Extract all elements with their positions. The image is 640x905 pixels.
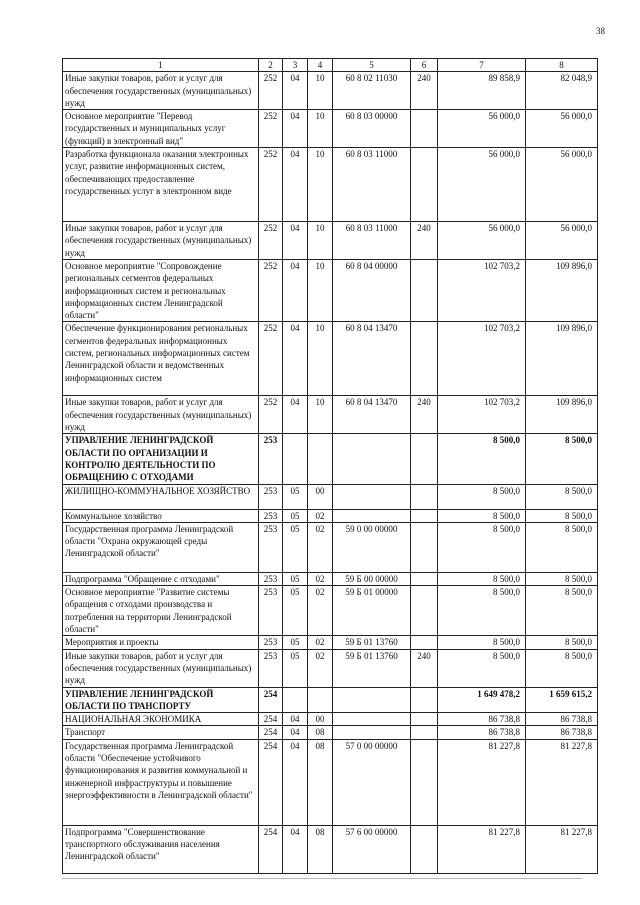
table-cell	[411, 586, 438, 636]
table-cell: 04	[283, 259, 308, 321]
table-cell: 60 8 04 00000	[333, 259, 411, 321]
table-cell: 252	[259, 396, 283, 434]
table-cell: 8 500,0	[526, 522, 598, 572]
table-cell: 81 227,8	[526, 739, 598, 825]
row-label-cell: УПРАВЛЕНИЕ ЛЕНИНГРАДСКОЙ ОБЛАСТИ ПО ТРАНСПОРТУ	[63, 687, 259, 713]
table-cell: 04	[283, 825, 308, 873]
row-label-cell: Коммунальное хозяйство	[63, 509, 259, 522]
table-cell: 8 500,0	[526, 649, 598, 687]
row-label-cell: Государственная программа Ленинградской области "Охрана окружающей среды Ленинградской области"	[63, 522, 259, 572]
table-cell: 05	[283, 649, 308, 687]
table-cell: 05	[283, 522, 308, 572]
table-cell: 109 896,0	[526, 396, 598, 434]
table-cell: 56 000,0	[438, 222, 526, 260]
table-cell	[283, 687, 308, 713]
table-cell: 08	[308, 726, 333, 739]
column-header: 3	[283, 59, 308, 72]
row-label-cell: НАЦИОНАЛЬНАЯ ЭКОНОМИКА	[63, 713, 259, 726]
table-row	[63, 322, 598, 396]
table-cell: 56 000,0	[526, 148, 598, 222]
table-cell: 10	[308, 148, 333, 222]
table-cell: 81 227,8	[438, 739, 526, 825]
table-cell: 04	[283, 72, 308, 110]
table-cell: 8 500,0	[526, 586, 598, 636]
table-cell: 04	[283, 726, 308, 739]
table-row	[63, 72, 598, 110]
table-cell: 02	[308, 636, 333, 649]
table-cell	[333, 687, 411, 713]
table-cell: 86 738,8	[438, 726, 526, 739]
table-cell: 109 896,0	[526, 259, 598, 321]
table-cell: 59 Б 01 13760	[333, 636, 411, 649]
table-cell: 8 500,0	[438, 522, 526, 572]
table-cell: 8 500,0	[438, 586, 526, 636]
table-cell: 10	[308, 396, 333, 434]
table-row	[63, 509, 598, 522]
table-cell: 59 Б 01 13760	[333, 649, 411, 687]
row-label-cell: Иные закупки товаров, работ и услуг для обеспечения государственных (муниципальных) нужд	[63, 396, 259, 434]
table-row	[63, 484, 598, 509]
table-row	[63, 713, 598, 726]
table-cell: 254	[259, 713, 283, 726]
table-cell: 10	[308, 72, 333, 110]
table-cell: 60 8 04 13470	[333, 396, 411, 434]
table-cell: 05	[283, 572, 308, 585]
table-row	[63, 259, 598, 321]
table-row	[63, 572, 598, 585]
table-cell: 253	[259, 586, 283, 636]
table-cell: 02	[308, 586, 333, 636]
row-label-cell: Основное мероприятие "Перевод государственных и муниципальных услуг (функций) в электронный вид"	[63, 110, 259, 148]
table-cell: 252	[259, 148, 283, 222]
table-cell	[411, 522, 438, 572]
table-cell: 253	[259, 636, 283, 649]
row-label-cell: Иные закупки товаров, работ и услуг для обеспечения государственных (муниципальных) нужд	[63, 222, 259, 260]
table-cell: 254	[259, 739, 283, 825]
table-cell: 240	[411, 396, 438, 434]
page-bottom-rule	[62, 878, 582, 879]
row-label-cell: Основное мероприятие "Развитие системы обращения с отходами производства и потребления на территории Ленинградской области"	[63, 586, 259, 636]
table-cell: 86 738,8	[526, 726, 598, 739]
table-cell: 253	[259, 509, 283, 522]
table-row	[63, 222, 598, 260]
table-cell: 8 500,0	[438, 636, 526, 649]
table-cell: 60 8 03 11000	[333, 148, 411, 222]
row-label-cell: Транспорт	[63, 726, 259, 739]
table-cell: 04	[283, 222, 308, 260]
column-header: 7	[438, 59, 526, 72]
table-cell: 8 500,0	[526, 636, 598, 649]
table-cell: 86 738,8	[438, 713, 526, 726]
table-cell: 60 8 02 11030	[333, 72, 411, 110]
row-label-cell: Иные закупки товаров, работ и услуг для обеспечения государственных (муниципальных) нужд	[63, 72, 259, 110]
table-cell: 04	[283, 110, 308, 148]
table-cell	[411, 636, 438, 649]
row-label-cell: Подпрограмма "Обращение с отходами"	[63, 572, 259, 585]
table-cell: 8 500,0	[526, 484, 598, 509]
table-cell	[411, 484, 438, 509]
table-cell: 56 000,0	[526, 222, 598, 260]
table-row	[63, 522, 598, 572]
row-label-cell: Обеспечение функционирования региональных сегментов федеральных информационных систем, региональных информационных систем Ленинградской области и ведомственных информационных систем	[63, 322, 259, 396]
table-cell: 00	[308, 713, 333, 726]
table-cell	[411, 110, 438, 148]
table-row	[63, 636, 598, 649]
table-cell: 59 Б 01 00000	[333, 586, 411, 636]
table-cell: 10	[308, 110, 333, 148]
table-cell	[333, 713, 411, 726]
table-cell	[308, 434, 333, 484]
table-cell: 05	[283, 509, 308, 522]
table-cell	[333, 434, 411, 484]
row-label-cell: Основное мероприятие "Сопровождение региональных сегментов федеральных информационных систем и региональных информационных систем Ленинградской области"	[63, 259, 259, 321]
table-cell: 8 500,0	[526, 509, 598, 522]
table-cell: 05	[283, 586, 308, 636]
column-header: 6	[411, 59, 438, 72]
table-cell	[333, 484, 411, 509]
table-cell: 253	[259, 522, 283, 572]
table-cell: 8 500,0	[526, 572, 598, 585]
table-cell: 81 227,8	[526, 825, 598, 873]
table-cell: 04	[283, 396, 308, 434]
table-cell: 08	[308, 739, 333, 825]
table-cell	[283, 434, 308, 484]
table-cell: 10	[308, 259, 333, 321]
table-cell: 10	[308, 322, 333, 396]
table-cell: 102 703,2	[438, 396, 526, 434]
table-row	[63, 687, 598, 713]
row-label-cell: Мероприятия и проекты	[63, 636, 259, 649]
table-cell: 02	[308, 509, 333, 522]
table-cell: 1 659 615,2	[526, 687, 598, 713]
table-cell: 04	[283, 713, 308, 726]
table-row	[63, 586, 598, 636]
table-cell: 254	[259, 825, 283, 873]
table-cell: 02	[308, 522, 333, 572]
table-cell: 252	[259, 72, 283, 110]
table-cell: 82 048,9	[526, 72, 598, 110]
table-cell: 252	[259, 322, 283, 396]
column-header: 8	[526, 59, 598, 72]
table-cell	[333, 726, 411, 739]
table-cell: 57 6 00 00000	[333, 825, 411, 873]
table-cell: 253	[259, 484, 283, 509]
table-cell: 8 500,0	[438, 509, 526, 522]
table-cell	[333, 509, 411, 522]
row-label-cell: Разработка функционала оказания электронных услуг, развитие информационных систем, обеспечивающих предоставление государственных услуг в электронном виде	[63, 148, 259, 222]
table-cell	[411, 148, 438, 222]
table-cell: 56 000,0	[526, 110, 598, 148]
table-cell: 56 000,0	[438, 110, 526, 148]
table-cell: 254	[259, 726, 283, 739]
table-cell: 02	[308, 649, 333, 687]
table-row	[63, 396, 598, 434]
column-header: 5	[333, 59, 411, 72]
table-header-row	[63, 59, 598, 72]
table-body	[63, 59, 598, 874]
table-cell: 60 8 04 13470	[333, 322, 411, 396]
row-label-cell: УПРАВЛЕНИЕ ЛЕНИНГРАДСКОЙ ОБЛАСТИ ПО ОРГАНИЗАЦИИ И КОНТРОЛЮ ДЕЯТЕЛЬНОСТИ ПО ОБРАЩЕНИЮ С ОТХОДАМИ	[63, 434, 259, 484]
table-cell	[411, 509, 438, 522]
table-cell	[411, 572, 438, 585]
table-cell	[411, 259, 438, 321]
table-cell: 59 0 00 00000	[333, 522, 411, 572]
table-cell: 00	[308, 484, 333, 509]
table-cell: 109 896,0	[526, 322, 598, 396]
table-cell: 252	[259, 222, 283, 260]
table-cell: 102 703,2	[438, 322, 526, 396]
table-row	[63, 825, 598, 873]
table-cell: 04	[283, 739, 308, 825]
table-cell: 8 500,0	[438, 434, 526, 484]
table-cell: 89 858,9	[438, 72, 526, 110]
table-cell: 02	[308, 572, 333, 585]
table-cell: 102 703,2	[438, 259, 526, 321]
row-label-cell: ЖИЛИЩНО-КОММУНАЛЬНОЕ ХОЗЯЙСТВО	[63, 484, 259, 509]
table-row	[63, 110, 598, 148]
table-cell: 8 500,0	[438, 484, 526, 509]
table-cell	[308, 687, 333, 713]
table-row	[63, 434, 598, 484]
table-cell: 8 500,0	[438, 572, 526, 585]
table-cell: 8 500,0	[526, 434, 598, 484]
page-number: 38	[596, 26, 605, 36]
table-cell: 56 000,0	[438, 148, 526, 222]
table-cell: 60 8 03 00000	[333, 110, 411, 148]
table-cell: 254	[259, 687, 283, 713]
table-cell	[411, 713, 438, 726]
table-cell: 04	[283, 148, 308, 222]
table-cell: 1 649 478,2	[438, 687, 526, 713]
table-cell: 240	[411, 649, 438, 687]
table-cell	[411, 739, 438, 825]
table-cell	[411, 726, 438, 739]
table-cell: 252	[259, 110, 283, 148]
table-cell: 240	[411, 72, 438, 110]
table-row	[63, 726, 598, 739]
table-row	[63, 148, 598, 222]
table-cell: 253	[259, 434, 283, 484]
table-cell: 253	[259, 572, 283, 585]
table-row	[63, 739, 598, 825]
table-cell: 05	[283, 636, 308, 649]
row-label-cell: Государственная программа Ленинградской области "Обеспечение устойчивого функционирования и развития коммунальной и инженерной инфраструктуры и повышение энергоэффективности в Ленинградской области"	[63, 739, 259, 825]
column-header: 2	[259, 59, 283, 72]
table-cell: 8 500,0	[438, 649, 526, 687]
table-cell: 57 0 00 00000	[333, 739, 411, 825]
table-cell: 60 8 03 11000	[333, 222, 411, 260]
column-header: 4	[308, 59, 333, 72]
table-cell: 253	[259, 649, 283, 687]
table-cell	[411, 434, 438, 484]
table-cell	[411, 322, 438, 396]
budget-table	[62, 58, 598, 874]
table-cell: 240	[411, 222, 438, 260]
row-label-cell: Подпрограмма "Совершенствование транспортного обслуживания населения Ленинградской области"	[63, 825, 259, 873]
table-cell: 86 738,8	[526, 713, 598, 726]
table-cell	[411, 825, 438, 873]
table-cell: 04	[283, 322, 308, 396]
table-row	[63, 649, 598, 687]
table-cell: 59 Б 00 00000	[333, 572, 411, 585]
row-label-cell: Иные закупки товаров, работ и услуг для обеспечения государственных (муниципальных) нужд	[63, 649, 259, 687]
table-cell: 252	[259, 259, 283, 321]
column-header: 1	[63, 59, 259, 72]
table-cell: 08	[308, 825, 333, 873]
table-cell: 81 227,8	[438, 825, 526, 873]
table-cell	[411, 687, 438, 713]
table-cell: 05	[283, 484, 308, 509]
table-cell: 10	[308, 222, 333, 260]
